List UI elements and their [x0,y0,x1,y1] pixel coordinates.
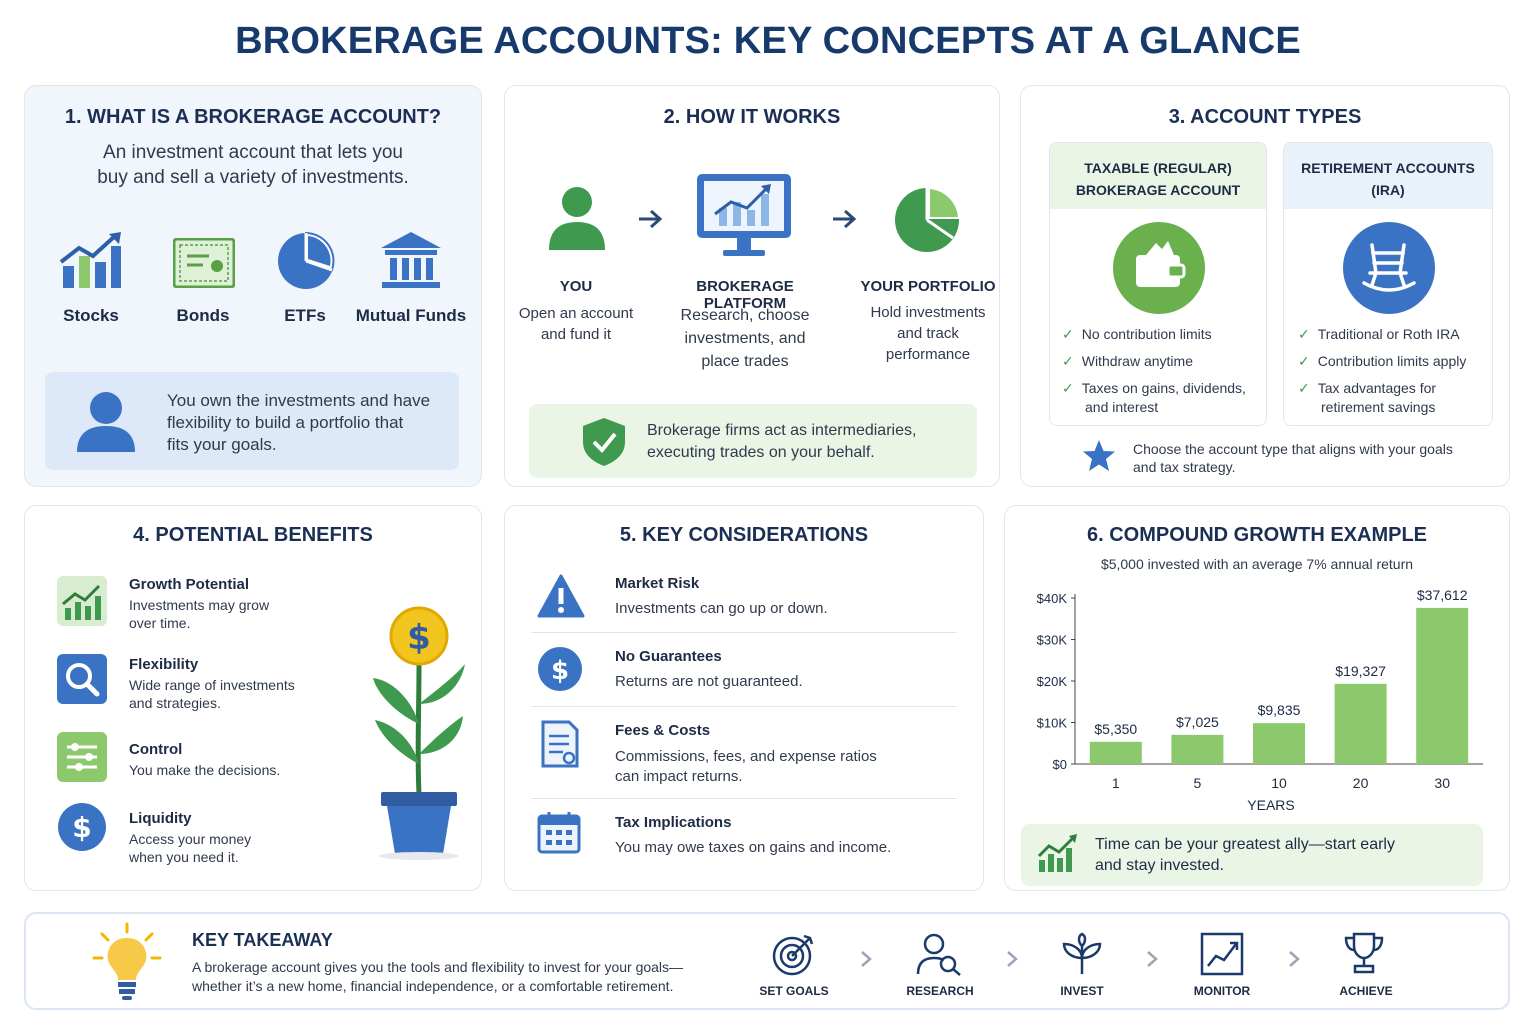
check-icon: ✓ [1062,353,1074,369]
benefit-desc: Investments may grow [129,597,270,613]
card-account-types [1020,85,1510,487]
consideration-desc: You may owe taxes on gains and income. [615,839,892,856]
consideration-title: Market Risk [615,575,700,592]
person-search-icon [916,932,962,976]
benefit-title: Growth Potential [129,576,249,593]
computer-monitor-icon [695,172,793,260]
section-heading: 2. HOW IT WORKS [663,106,841,128]
check-icon: ✓ [1298,353,1310,369]
benefit-title: Control [129,741,183,758]
consideration-title: Fees & Costs [615,722,711,739]
wallet-icon [1112,221,1206,315]
divider [531,706,957,707]
calendar-icon [537,810,581,854]
step-label: INVEST [1060,984,1104,998]
y-tick-label: $30K [1036,632,1067,648]
panel-title-line: (IRA) [1371,182,1405,198]
feature-text: Taxes on gains, dividends, [1081,380,1246,396]
feature-text: Tax advantages for [1317,380,1437,396]
panel-title-line: TAXABLE (REGULAR) [1084,160,1232,176]
svg-text:$: $ [550,656,570,686]
note-line: Brokerage firms act as intermediaries, [647,422,917,439]
bar-year-5 [1171,735,1223,764]
section-heading: 6. COMPOUND GROWTH EXAMPLE [1086,524,1427,546]
bond-certificate-icon [173,238,235,288]
monitor-chart-icon [1200,932,1244,976]
bar-year-30 [1416,608,1468,764]
retirement-account-panel [1283,142,1493,426]
step-desc-line: and fund it [540,326,612,343]
bar-value-label: $9,835 [1257,702,1301,719]
growth-chart-icon [1037,834,1079,874]
y-tick-label: $0 [1052,757,1067,772]
benefit-title: Flexibility [129,656,199,673]
lightbulb-icon [92,922,162,1002]
consideration-desc: Returns are not guaranteed. [615,673,803,690]
note-line: executing trades on your behalf. [647,444,875,461]
person-icon [547,186,607,252]
bank-building-icon [379,230,443,290]
bar-value-label: $5,350 [1094,720,1138,737]
asset-label-bonds: Bonds [176,306,230,325]
benefit-desc: You make the decisions. [129,762,281,778]
x-tick-label: 5 [1193,775,1202,791]
check-icon: ✓ [1062,326,1074,342]
dollar-coin-icon [537,646,583,692]
consideration-desc: can impact returns. [615,768,743,785]
benefit-desc: Wide range of investments [129,677,295,693]
portfolio-pie-icon [893,186,961,254]
step-label: RESEARCH [906,984,974,998]
sprout-icon [1060,932,1104,976]
x-tick-label: 1 [1111,775,1120,791]
shield-check-icon [581,416,627,468]
panel-title-line: BROKERAGE ACCOUNT [1075,182,1241,198]
svg-text:$: $ [407,618,431,658]
step-desc-line: performance [885,346,971,363]
ownership-note [45,372,459,470]
check-icon: ✓ [1062,380,1074,396]
target-icon [772,932,816,976]
bar-year-1 [1090,742,1142,764]
benefit-desc: over time. [129,615,191,631]
step-desc-line: Research, choose [680,307,810,324]
takeaway-heading: KEY TAKEAWAY [192,930,333,950]
x-tick-label: 10 [1271,775,1287,791]
step-desc-line: investments, and [684,330,806,347]
step-title-portfolio: YOUR PORTFOLIO [860,278,996,295]
step-desc-line: Open an account [518,305,634,322]
chevron-right-icon [1146,950,1158,968]
step-title-platform: BROKERAGE PLATFORM [696,278,794,312]
takeaway-line: whether it’s a new home, financial independence, or a comfortable retirement. [192,978,674,994]
dollar-coin-icon [57,802,107,852]
note-line: Time can be your greatest ally—start early [1095,836,1395,853]
section-heading: 4. POTENTIAL BENEFITS [133,524,373,546]
card-what-is-brokerage [24,85,482,487]
feature-text: Withdraw anytime [1081,353,1193,369]
section-heading: 1. WHAT IS A BROKERAGE ACCOUNT? [64,106,442,128]
x-axis-label: YEARS [1247,797,1295,813]
description-line: An investment account that lets you [103,142,403,163]
divider [531,798,957,799]
asset-label-stocks: Stocks [63,306,119,325]
star-icon [1081,438,1117,474]
step-title-you: YOU [559,278,593,295]
key-takeaway-banner [24,912,1510,1010]
consideration-title: No Guarantees [615,648,722,665]
card-key-considerations [504,505,984,891]
note-line: You own the investments and have [167,391,431,410]
description-line: buy and sell a variety of investments. [97,167,409,188]
asset-label-mutual-funds: Mutual Funds [355,306,467,325]
feature-text: Contribution limits apply [1317,353,1467,369]
growth-chart-icon [57,576,107,626]
stocks-chart-icon [59,232,123,292]
warning-triangle-icon [537,574,585,618]
y-tick-label: $10K [1036,715,1067,731]
note-line: and stay invested. [1095,857,1224,874]
step-desc-line: place trades [701,353,789,370]
feature-text: No contribution limits [1081,326,1212,342]
chevron-right-icon [860,950,872,968]
section-heading: 5. KEY CONSIDERATIONS [619,524,869,546]
chevron-right-icon [1006,950,1018,968]
card-how-it-works [504,85,1000,487]
trophy-icon [1342,932,1386,976]
step-desc-line: Hold investments [870,304,986,321]
bar-value-label: $37,612 [1416,586,1468,603]
step-desc-line: and track [897,325,959,342]
taxable-account-panel [1049,142,1267,426]
arrow-right-icon [831,208,857,230]
panel-title-line: RETIREMENT ACCOUNTS [1301,160,1475,176]
chart-subtitle: $5,000 invested with an average 7% annual return [1100,556,1414,572]
arrow-right-icon [637,208,663,230]
bar-year-10 [1253,723,1305,764]
x-tick-label: 30 [1434,775,1450,791]
consideration-desc: Investments can go up or down. [615,600,828,617]
divider [531,632,957,633]
bar-value-label: $7,025 [1175,713,1219,730]
benefit-desc: and strategies. [129,695,221,711]
feature-text: and interest [1085,399,1159,415]
section-heading: 3. ACCOUNT TYPES [1168,106,1362,128]
svg-text:$: $ [72,811,92,844]
bar-year-20 [1335,684,1387,764]
growth-note [1021,824,1483,886]
bar-value-label: $19,327 [1335,662,1386,679]
note-line: fits your goals. [167,435,277,454]
x-tick-label: 20 [1352,775,1369,791]
card-compound-growth [1004,505,1510,891]
card-potential-benefits [24,505,482,891]
consideration-title: Tax Implications [615,814,732,831]
receipt-document-icon [539,720,581,768]
benefit-title: Liquidity [129,810,192,827]
step-label: SET GOALS [759,984,829,998]
y-tick-label: $20K [1036,674,1067,689]
money-plant-icon [371,604,467,862]
y-tick-label: $40K [1036,591,1067,606]
feature-text: Traditional or Roth IRA [1317,326,1460,342]
note-line: and tax strategy. [1133,459,1236,475]
person-icon [75,390,137,452]
compound-growth-bar-chart [1005,582,1511,822]
pie-chart-icon [277,232,335,290]
takeaway-line: A brokerage account gives you the tools and flexibility to invest for your goals— [192,959,684,975]
benefit-desc: Access your money [129,831,252,847]
note-line: flexibility to build a portfolio that [167,413,404,432]
check-icon: ✓ [1298,326,1310,342]
benefit-desc: when you need it. [129,849,239,865]
step-label: MONITOR [1193,984,1251,998]
intermediary-note [529,404,977,478]
chevron-right-icon [1288,950,1300,968]
feature-text: retirement savings [1321,399,1436,415]
magnifier-icon [57,654,107,704]
step-label: ACHIEVE [1339,984,1393,998]
note-line: Choose the account type that aligns with your goals [1133,441,1453,457]
asset-label-etfs: ETFs [284,306,326,325]
consideration-desc: Commissions, fees, and expense ratios [615,748,877,765]
rocking-chair-icon [1342,221,1436,315]
sliders-icon [57,732,107,782]
check-icon: ✓ [1298,380,1310,396]
page-title: BROKERAGE ACCOUNTS: KEY CONCEPTS AT A GLANCE [235,20,1301,62]
